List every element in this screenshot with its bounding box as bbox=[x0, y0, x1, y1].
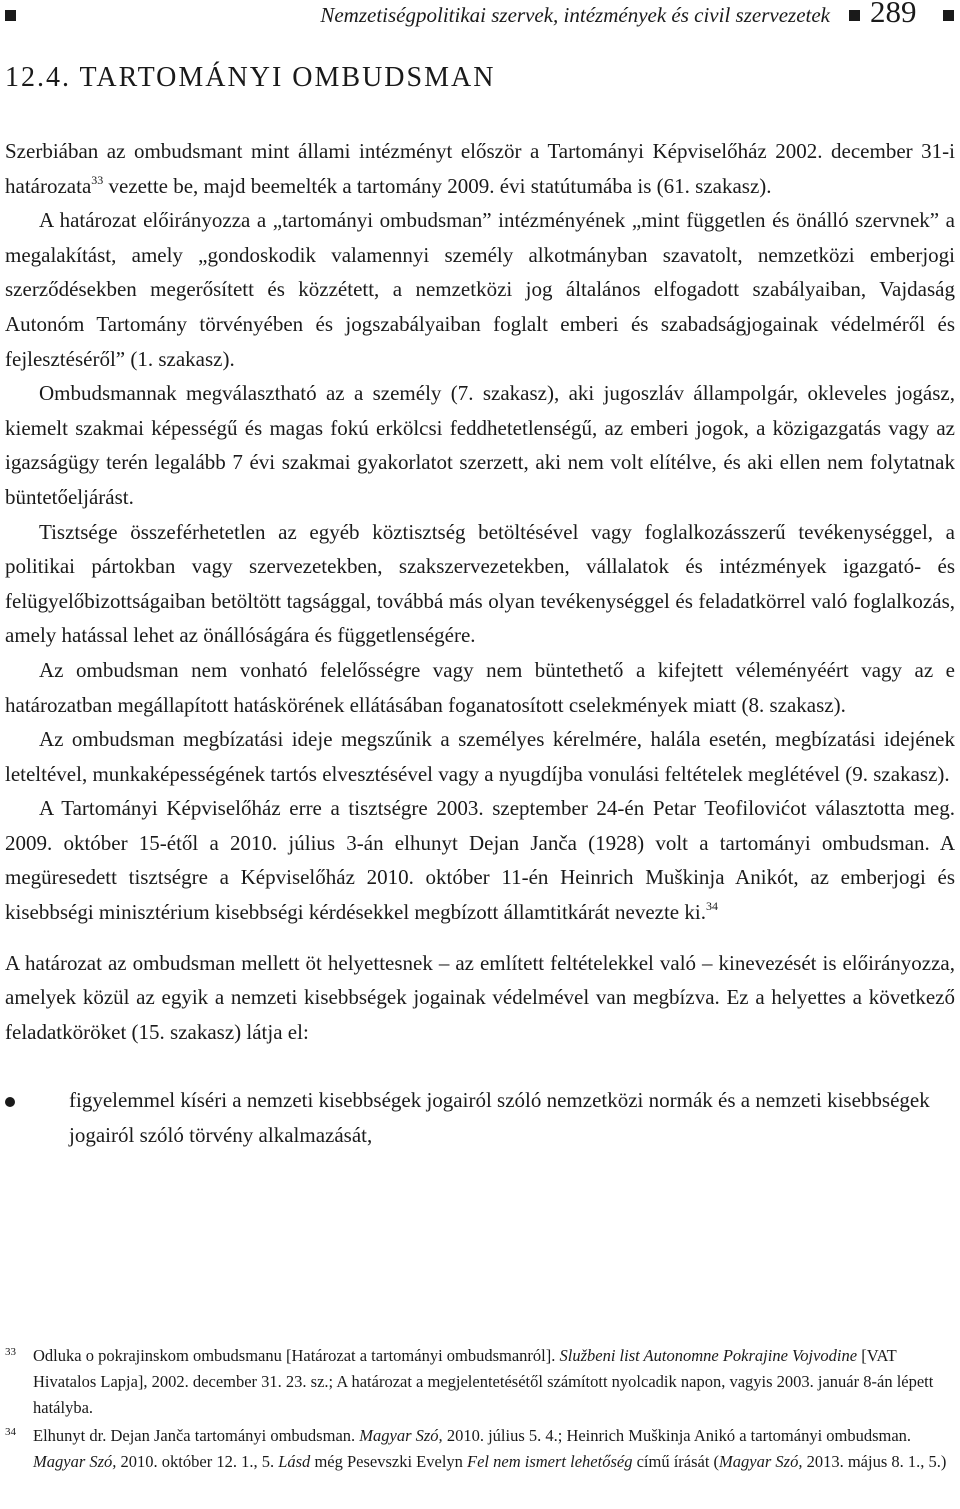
footnote-italic-text: Fel nem ismert lehetőség bbox=[467, 1452, 633, 1471]
bullet-dot-icon bbox=[5, 1097, 15, 1107]
body-text bbox=[5, 134, 955, 1153]
footnote-text: [VAT Hivatalos Lapja], 2002. december 31. 23. sz.; A határozat a megjelentetésétől számított nyolcadik napon, vagyis 2003. január 8-án lépett hatályba. bbox=[33, 1346, 934, 1417]
footnote-text: 2010. július 5. 4.; Heinrich Muškinja Anikó a tartományi ombudsman. bbox=[442, 1426, 912, 1445]
bullet-list bbox=[5, 1083, 955, 1152]
footnote-number: 34 bbox=[5, 1426, 16, 1438]
footnote-italic-text: Magyar Szó, bbox=[33, 1452, 117, 1471]
footnote-text: még Pesevszki Evelyn bbox=[310, 1452, 468, 1471]
footnote-text: című írását ( bbox=[632, 1452, 720, 1471]
square-bullet-icon bbox=[943, 10, 954, 21]
footnote-text: 2010. október 12. 1., 5. bbox=[116, 1452, 279, 1471]
footnote-number: 33 bbox=[5, 1346, 16, 1358]
footnote-text: 2013. május 8. 1., 5.) bbox=[802, 1452, 947, 1471]
footnote-33 bbox=[5, 1343, 955, 1421]
square-bullet-icon bbox=[849, 10, 860, 21]
footnote-italic-text: Službeni list Autonomne Pokrajine Vojvodine bbox=[559, 1346, 858, 1365]
paragraph-2: A határozat előirányozza a „tartományi ombudsman” intézményének „mint független és önálló szervnek” a megalakítást, amely „gondoskodik valamennyi személy alkotmányban szavatolt, nemzetközi emberjogi szerződésekben megerősített és közzétett, a nemzetközi jog általános elfogadott szabályaiban, Vajdaság Autonóm Tartomány törvényében és jogszabályaiban foglalt emberi és szabadságjogainak védelméről és fejlesztéséről” (1. szakasz). bbox=[5, 208, 955, 371]
paragraph-text: vezette be, majd beemelték a tartomány 2009. évi statútumába is (61. szakasz). bbox=[103, 173, 772, 198]
list-item-text: figyelemmel kíséri a nemzeti kisebbségek jogairól szóló nemzetközi normák és a nemzeti kisebbségek jogairól szóló törvény alkalmazását, bbox=[69, 1088, 930, 1148]
paragraph-4: Tisztsége összeférhetetlen az egyéb köztisztség betöltésével vagy foglalkozásszerű tevékenységgel, a politikai pártokban vagy szervezetekben, szakszervezetekben, vállalatok és intézmények igazgató- és felügyelőbizottságaiban betöltött tagsággal, továbbá más olyan tevékenységgel és feladatkörrel való foglalkozás, amely hatással lehet az önállóságára és függetlenségére. bbox=[5, 519, 955, 648]
paragraph-text: Szerbiában az ombudsmant mint állami intézményt először a Tartományi Képviselőház 2002. december 31-i határozata bbox=[5, 139, 955, 198]
footnote-ref-33[interactable]: 33 bbox=[91, 172, 104, 187]
list-item bbox=[5, 1083, 955, 1152]
footnote-ref-34[interactable]: 34 bbox=[705, 899, 718, 914]
square-bullet-icon bbox=[5, 10, 16, 21]
page-number: 289 bbox=[870, 0, 917, 29]
footnotes bbox=[5, 1343, 955, 1477]
footnote-34 bbox=[5, 1423, 955, 1475]
footnote-italic-text: Magyar Szó, bbox=[359, 1426, 443, 1445]
paragraph-1 bbox=[5, 134, 955, 203]
paragraph-6: Az ombudsman megbízatási ideje megszűnik a személyes kérelmére, halála esetén, megbízatási idejének leteltével, munkaképességének tartós elvesztésével vagy a nyugdíjba vonulási feltételek meglétével (9. szakasz). bbox=[5, 727, 955, 786]
footnote-italic-text: Magyar Szó, bbox=[719, 1452, 803, 1471]
paragraph-8: A határozat az ombudsman mellett öt helyettesnek – az említett feltételekkel való – kinevezését is előirányozza, amelyek közül az egyik a nemzeti kisebbségek jogainak védelmével van megbízva. Ez a helyettes a következő feladatköröket (15. szakasz) látja el: bbox=[5, 950, 955, 1044]
paragraph-5: Az ombudsman nem vonható felelősségre vagy nem büntethető a kifejtett véleményéért vagy az e határozatban megállapított hatáskörének ellátásában foganatosított cselekmények miatt (8. szakasz). bbox=[5, 657, 955, 717]
running-title: Nemzetiségpolitikai szervek, intézmények és civil szervezetek bbox=[320, 3, 830, 27]
footnote-text: Odluka o pokrajinskom ombudsmanu [Határozat a tartományi ombudsmanról]. bbox=[33, 1346, 560, 1365]
page-header bbox=[0, 0, 960, 40]
paragraph-3: Ombudsmannak megválasztható az a személy (7. szakasz), aki jugoszláv állampolgár, okleveles jogász, kiemelt szakmai képességű és magas fokú erkölcsi feddhetetlenségű, az emberi jogok, a közigazgatás vagy az igazságügy terén legalább 7 évi szakmai gyakorlatot szerzett, aki nem volt elítélve, és aki ellen nem folytatnak büntetőeljárást. bbox=[5, 381, 955, 509]
paragraph-text: A Tartományi Képviselőház erre a tisztségre 2003. szeptember 24-én Petar Teofilovićot választotta meg. 2009. október 15-étől a 2010. július 3-án elhunyt Dejan Janča (1928) volt a tartományi ombudsman. A megüresedett tisztségre a Képviselőház 2010. október 11-én Heinrich Muškinja Anikót, az emberjogi és kisebbségi minisztérium kisebbségi kérdésekkel megbízott államtitkárát nevezte ki. bbox=[5, 796, 955, 925]
paragraph-7 bbox=[5, 791, 955, 929]
footnote-italic-text: Lásd bbox=[278, 1452, 311, 1471]
footnote-text: Elhunyt dr. Dejan Janča tartományi ombudsman. bbox=[33, 1426, 360, 1445]
section-title: 12.4. TARTOMÁNYI OMBUDSMAN bbox=[5, 62, 496, 93]
